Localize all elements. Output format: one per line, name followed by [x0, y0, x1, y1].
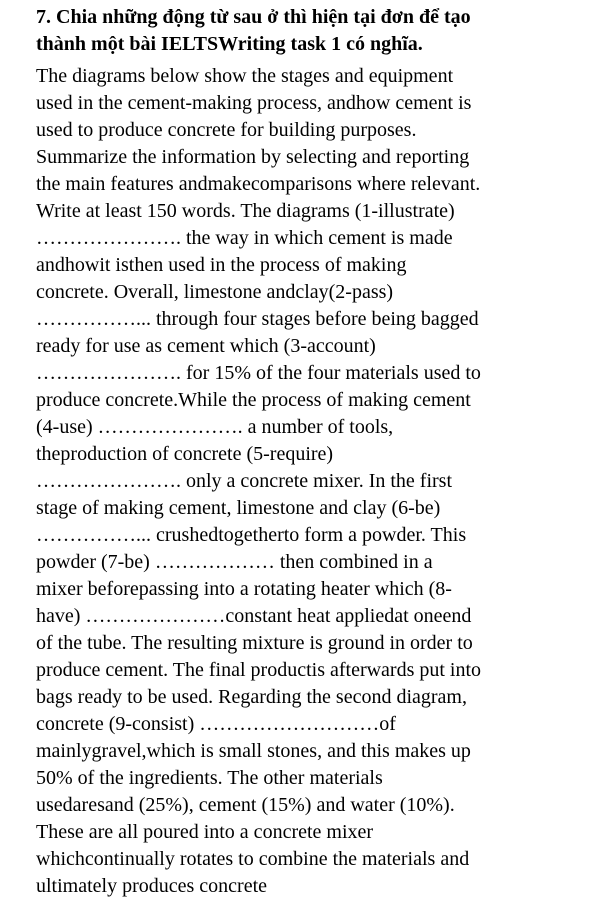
passage-line: of the tube. The resulting mixture is ground in order to: [36, 632, 473, 654]
passage-line: bags ready to be used. Regarding the second diagram,: [36, 686, 467, 708]
passage-line: ……………... through four stages before being bagged: [36, 308, 479, 330]
passage-line: stage of making cement, limestone and clay (6-be): [36, 497, 441, 519]
passage-line: have) …………………constant heat appliedat oneend: [36, 605, 472, 627]
passage-line: The diagrams below show the stages and equipment: [36, 65, 454, 87]
passage-line: (4-use) …………………. a number of tools,: [36, 416, 394, 438]
passage-line: powder (7-be) ……………… then combined in a: [36, 551, 433, 573]
exercise-heading: [36, 4, 471, 58]
passage-line: ready for use as cement which (3-account): [36, 335, 376, 357]
passage-line: whichcontinually rotates to combine the materials and: [36, 848, 470, 870]
passage-line: theproduction of concrete (5-require): [36, 443, 334, 465]
passage-line: 50% of the ingredients. The other materials: [36, 767, 383, 789]
passage-line: Summarize the information by selecting and reporting: [36, 146, 470, 168]
passage-line: ……………... crushedtogetherto form a powder. This: [36, 524, 467, 546]
passage-line: These are all poured into a concrete mixer: [36, 821, 374, 843]
passage-line: concrete. Overall, limestone andclay(2-pass): [36, 281, 394, 303]
passage-line: used to produce concrete for building purposes.: [36, 119, 417, 141]
passage-line: …………………. the way in which cement is made: [36, 227, 453, 249]
passage-line: andhowit isthen used in the process of making: [36, 254, 407, 276]
passage-line: Write at least 150 words. The diagrams (1-illustrate): [36, 200, 455, 222]
exercise-passage: [36, 63, 481, 900]
passage-line: used in the cement-making process, andhow cement is: [36, 92, 472, 114]
heading-line: 7. Chia những động từ sau ở thì hiện tại đơn để tạo: [36, 6, 471, 28]
heading-line: thành một bài IELTSWriting task 1 có nghĩa.: [36, 33, 423, 55]
passage-line: …………………. only a concrete mixer. In the first: [36, 470, 453, 492]
passage-line: concrete (9-consist) ………………………of: [36, 713, 396, 735]
passage-line: mixer beforepassing into a rotating heater which (8-: [36, 578, 452, 600]
passage-line: produce cement. The final productis afterwards put into: [36, 659, 482, 681]
passage-line: ultimately produces concrete: [36, 875, 268, 897]
passage-line: the main features andmakecomparisons where relevant.: [36, 173, 481, 195]
passage-line: mainlygravel,which is small stones, and this makes up: [36, 740, 471, 762]
passage-line: produce concrete.While the process of making cement: [36, 389, 471, 411]
passage-line: usedaresand (25%), cement (15%) and water (10%).: [36, 794, 455, 816]
passage-line: …………………. for 15% of the four materials used to: [36, 362, 481, 384]
